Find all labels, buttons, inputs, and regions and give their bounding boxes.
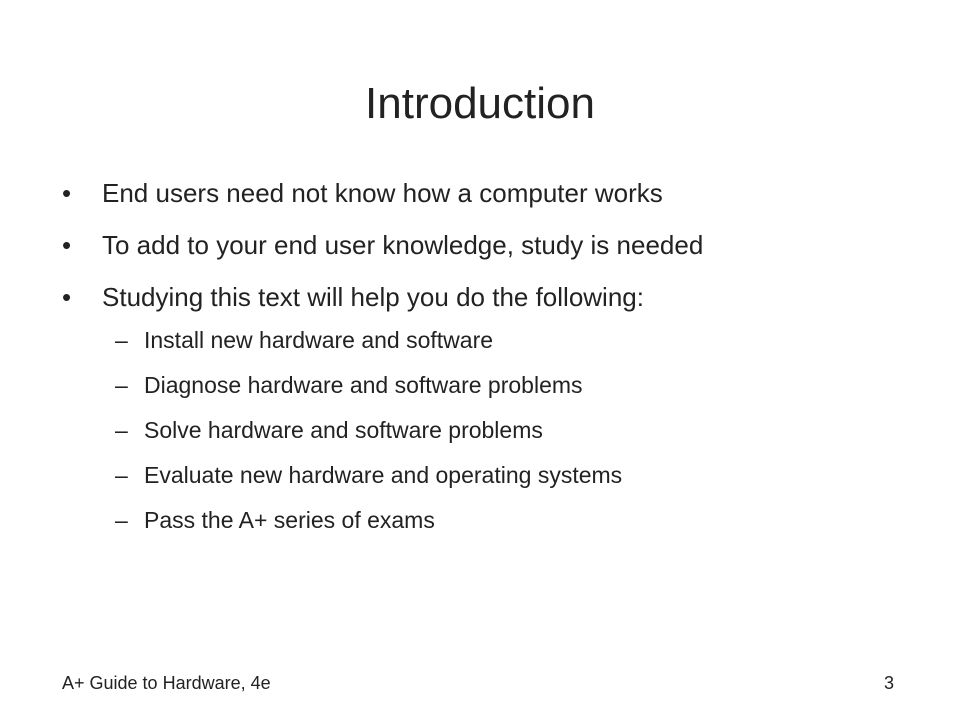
sub-bullet-item [60, 371, 920, 399]
page-number: 3 [883, 673, 894, 693]
bullet-item [60, 230, 920, 260]
bullet-item [60, 178, 920, 208]
sub-bullet-text: Pass the A+ series of exams [144, 507, 435, 533]
bullet-item [60, 282, 920, 312]
sub-bullet-marker: – [115, 327, 128, 353]
sub-bullet-text: Solve hardware and software problems [144, 417, 543, 443]
sub-bullet-item [60, 506, 920, 534]
sub-bullet-text: Diagnose hardware and software problems [144, 372, 583, 398]
sub-bullet-group [60, 326, 920, 534]
sub-bullet-list [60, 326, 920, 534]
bullet-marker: • [62, 178, 72, 208]
sub-bullet-item [60, 461, 920, 489]
sub-bullet-item [60, 416, 920, 444]
sub-bullet-text: Evaluate new hardware and operating systems [144, 462, 623, 488]
footer-title: A+ Guide to Hardware, 4e [62, 673, 271, 693]
sub-bullet-marker: – [115, 417, 128, 443]
sub-bullet-marker: – [115, 372, 128, 398]
slide-title: Introduction [365, 79, 595, 128]
sub-bullet-marker: – [115, 507, 128, 533]
bullet-text: To add to your end user knowledge, study is needed [102, 230, 704, 260]
sub-bullet-marker: – [115, 462, 128, 488]
sub-bullet-item [60, 326, 920, 354]
bullet-text: End users need not know how a computer works [102, 178, 663, 208]
bullet-list [60, 178, 920, 551]
sub-bullet-text: Install new hardware and software [144, 327, 494, 353]
bullet-marker: • [62, 230, 72, 260]
bullet-marker: • [62, 282, 72, 312]
bullet-text: Studying this text will help you do the following: [102, 282, 644, 312]
